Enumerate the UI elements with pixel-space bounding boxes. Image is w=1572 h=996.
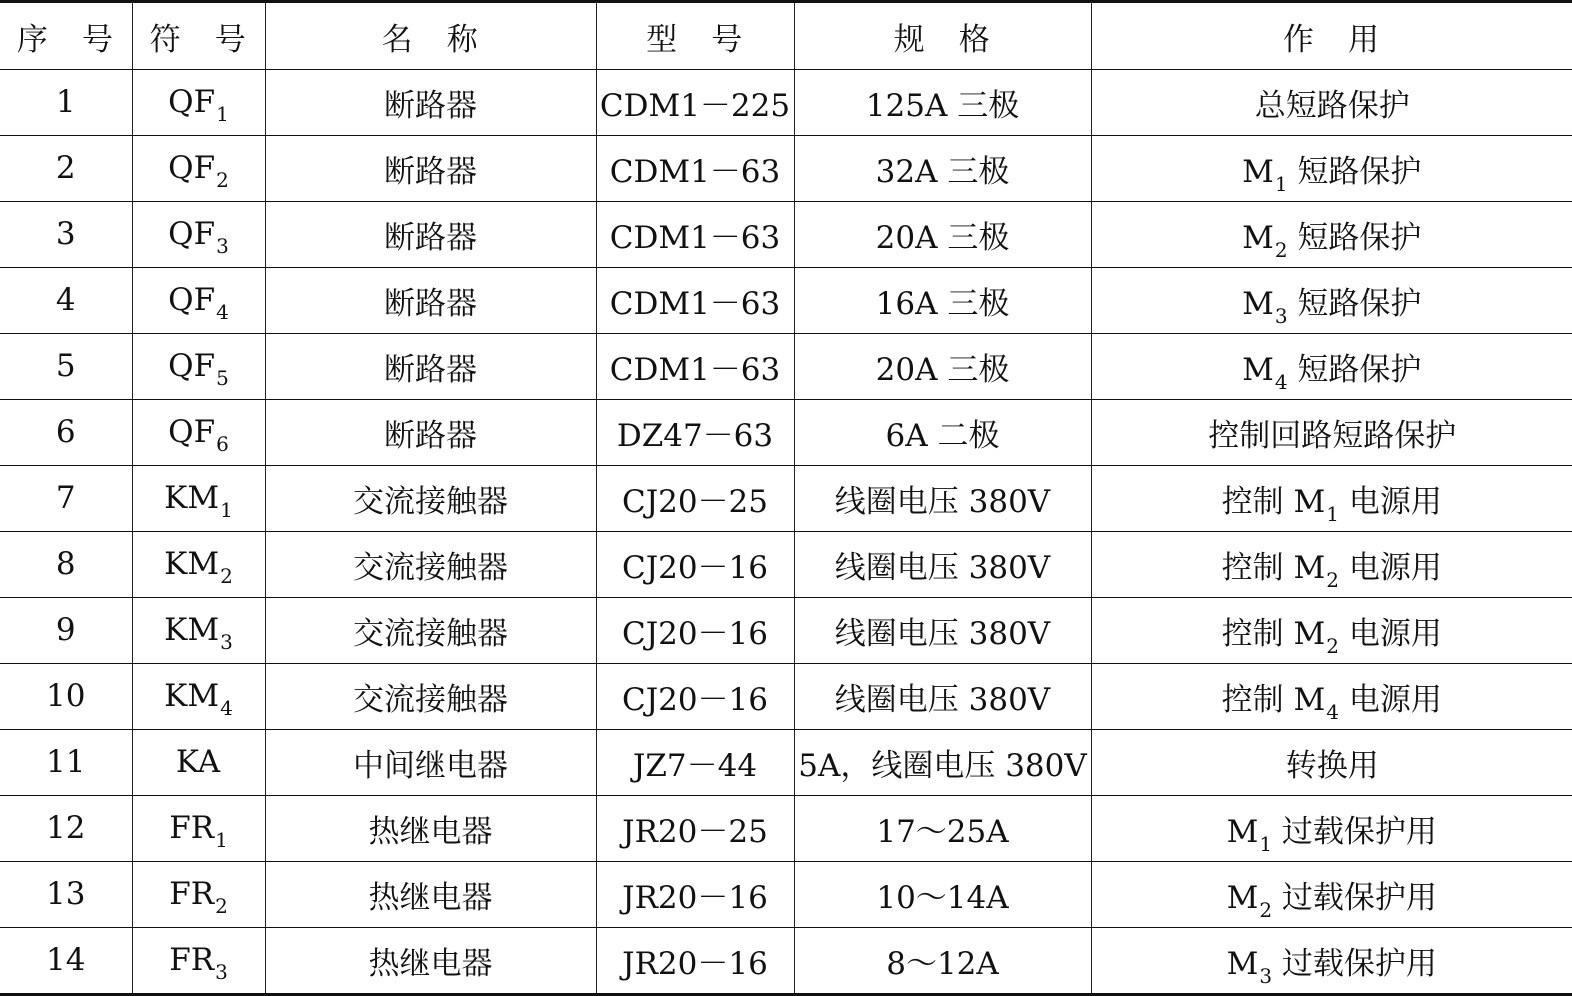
function-motor-subscript: 2 bbox=[1259, 897, 1273, 922]
function-motor: M bbox=[1226, 879, 1259, 916]
index-value: 8 bbox=[55, 546, 76, 583]
spec-value: 5A，线圈电压 380V bbox=[798, 747, 1087, 784]
function-suffix: 过载保护用 bbox=[1272, 813, 1437, 850]
function-motor: M bbox=[1293, 483, 1326, 520]
symbol-subscript: 6 bbox=[216, 432, 229, 457]
function-motor: M bbox=[1242, 285, 1274, 322]
name-value: 断路器 bbox=[384, 219, 477, 256]
cell-model bbox=[596, 465, 794, 531]
cell-index bbox=[0, 201, 132, 267]
name-value: 断路器 bbox=[384, 153, 477, 190]
function-suffix: 电源用 bbox=[1338, 483, 1442, 520]
function-motor: M bbox=[1242, 153, 1274, 190]
index-value: 11 bbox=[46, 744, 86, 781]
cell-name bbox=[265, 729, 596, 795]
cell-function bbox=[1091, 927, 1572, 994]
function-suffix: 短路保护 bbox=[1287, 285, 1422, 322]
cell-symbol bbox=[132, 465, 265, 531]
function-motor: M bbox=[1226, 945, 1259, 982]
symbol-base: QF bbox=[168, 348, 216, 385]
cell-spec bbox=[794, 201, 1091, 267]
table-row bbox=[0, 795, 1572, 861]
spec-value: 20A 三极 bbox=[875, 351, 1010, 388]
symbol-subscript: 2 bbox=[216, 168, 229, 193]
symbol-base: QF bbox=[168, 84, 216, 121]
function-motor: M bbox=[1293, 615, 1326, 652]
symbol-base: KM bbox=[164, 612, 220, 649]
function-motor: M bbox=[1242, 351, 1274, 388]
index-value: 6 bbox=[55, 414, 76, 451]
cell-name bbox=[265, 201, 596, 267]
cell-index bbox=[0, 927, 132, 994]
function-motor: M bbox=[1293, 681, 1326, 718]
function-suffix: 电源用 bbox=[1338, 549, 1442, 586]
function-motor-subscript: 4 bbox=[1274, 369, 1288, 394]
symbol-subscript: 3 bbox=[215, 960, 228, 985]
cell-model bbox=[596, 201, 794, 267]
cell-index bbox=[0, 795, 132, 861]
function-motor-subscript: 2 bbox=[1326, 567, 1339, 592]
function-motor-subscript: 4 bbox=[1326, 699, 1339, 724]
name-value: 断路器 bbox=[384, 285, 477, 322]
cell-model bbox=[596, 795, 794, 861]
name-value: 断路器 bbox=[384, 87, 477, 124]
function-prefix: 控制 bbox=[1221, 681, 1294, 718]
index-value: 3 bbox=[55, 216, 76, 253]
cell-spec bbox=[794, 399, 1091, 465]
index-value: 12 bbox=[46, 810, 86, 847]
cell-model bbox=[596, 597, 794, 663]
model-value: DZ47－63 bbox=[616, 417, 774, 454]
function-motor-subscript: 1 bbox=[1259, 831, 1273, 856]
table-body bbox=[0, 70, 1572, 995]
table-row bbox=[0, 399, 1572, 465]
spec-value: 125A 三极 bbox=[865, 87, 1020, 124]
cell-function bbox=[1091, 465, 1572, 531]
header-index: 序 号 bbox=[0, 2, 132, 70]
function-prefix: 控制 bbox=[1221, 549, 1294, 586]
cell-function bbox=[1091, 531, 1572, 597]
table-row bbox=[0, 663, 1572, 729]
symbol-subscript: 4 bbox=[220, 696, 233, 721]
header-model: 型 号 bbox=[596, 2, 794, 70]
symbol-base: QF bbox=[168, 150, 216, 187]
function-suffix: 控制回路短路保护 bbox=[1208, 417, 1457, 454]
symbol-base: QF bbox=[168, 282, 216, 319]
cell-index bbox=[0, 135, 132, 201]
cell-function bbox=[1091, 597, 1572, 663]
function-prefix: 控制 bbox=[1221, 615, 1294, 652]
model-value: CJ20－16 bbox=[621, 549, 769, 586]
function-motor-subscript: 2 bbox=[1326, 633, 1339, 658]
header-symbol: 符 号 bbox=[132, 2, 265, 70]
model-value: JR20－16 bbox=[622, 879, 768, 916]
table-row bbox=[0, 927, 1572, 994]
cell-symbol bbox=[132, 70, 265, 136]
model-value: CJ20－16 bbox=[621, 681, 769, 718]
index-value: 2 bbox=[55, 150, 76, 187]
header-row bbox=[0, 2, 1572, 70]
symbol-base: QF bbox=[168, 414, 216, 451]
cell-name bbox=[265, 70, 596, 136]
cell-model bbox=[596, 729, 794, 795]
name-value: 交流接触器 bbox=[353, 681, 508, 718]
symbol-base: KM bbox=[164, 546, 220, 583]
cell-model bbox=[596, 927, 794, 994]
cell-model bbox=[596, 861, 794, 927]
cell-spec bbox=[794, 861, 1091, 927]
index-value: 1 bbox=[55, 84, 76, 121]
cell-function bbox=[1091, 729, 1572, 795]
table-row bbox=[0, 267, 1572, 333]
cell-model bbox=[596, 333, 794, 399]
cell-spec bbox=[794, 729, 1091, 795]
cell-function bbox=[1091, 135, 1572, 201]
index-value: 10 bbox=[46, 678, 86, 715]
cell-index bbox=[0, 399, 132, 465]
index-value: 7 bbox=[55, 480, 76, 517]
cell-index bbox=[0, 531, 132, 597]
cell-name bbox=[265, 531, 596, 597]
spec-value: 16A 三极 bbox=[875, 285, 1010, 322]
function-motor: M bbox=[1293, 549, 1326, 586]
cell-symbol bbox=[132, 795, 265, 861]
spec-value: 6A 二极 bbox=[885, 417, 1000, 454]
symbol-base: KM bbox=[164, 678, 220, 715]
model-value: JR20－25 bbox=[622, 813, 768, 850]
cell-symbol bbox=[132, 201, 265, 267]
name-value: 中间继电器 bbox=[353, 747, 508, 784]
name-value: 交流接触器 bbox=[353, 483, 508, 520]
index-value: 9 bbox=[55, 612, 76, 649]
index-value: 13 bbox=[46, 876, 86, 913]
symbol-base: QF bbox=[168, 216, 216, 253]
cell-name bbox=[265, 597, 596, 663]
spec-value: 17～25A bbox=[876, 813, 1009, 850]
cell-spec bbox=[794, 465, 1091, 531]
cell-spec bbox=[794, 531, 1091, 597]
cell-model bbox=[596, 267, 794, 333]
spec-value: 20A 三极 bbox=[875, 219, 1010, 256]
cell-symbol bbox=[132, 927, 265, 994]
name-value: 交流接触器 bbox=[353, 549, 508, 586]
spec-value: 线圈电压 380V bbox=[834, 549, 1051, 586]
symbol-subscript: 1 bbox=[220, 498, 233, 523]
cell-name bbox=[265, 465, 596, 531]
symbol-subscript: 3 bbox=[220, 630, 233, 655]
function-suffix: 短路保护 bbox=[1287, 351, 1422, 388]
cell-model bbox=[596, 70, 794, 136]
function-motor-subscript: 2 bbox=[1274, 237, 1288, 262]
cell-spec bbox=[794, 70, 1091, 136]
symbol-subscript: 1 bbox=[216, 102, 229, 127]
name-value: 热继电器 bbox=[368, 945, 493, 982]
cell-name bbox=[265, 399, 596, 465]
spec-value: 线圈电压 380V bbox=[834, 615, 1051, 652]
cell-name bbox=[265, 927, 596, 994]
symbol-base: KA bbox=[175, 744, 221, 781]
function-motor-subscript: 3 bbox=[1259, 963, 1273, 988]
model-value: JR20－16 bbox=[622, 945, 768, 982]
spec-value: 线圈电压 380V bbox=[834, 483, 1051, 520]
function-suffix: 短路保护 bbox=[1287, 153, 1422, 190]
cell-name bbox=[265, 333, 596, 399]
function-motor-subscript: 1 bbox=[1326, 501, 1339, 526]
table-header bbox=[0, 2, 1572, 70]
table-row bbox=[0, 333, 1572, 399]
cell-model bbox=[596, 531, 794, 597]
table-row bbox=[0, 861, 1572, 927]
symbol-subscript: 5 bbox=[216, 366, 229, 391]
name-value: 断路器 bbox=[384, 417, 477, 454]
function-motor: M bbox=[1242, 219, 1274, 256]
function-suffix: 过载保护用 bbox=[1272, 879, 1437, 916]
model-value: CJ20－16 bbox=[621, 615, 769, 652]
header-spec: 规 格 bbox=[794, 2, 1091, 70]
cell-spec bbox=[794, 795, 1091, 861]
symbol-subscript: 1 bbox=[215, 828, 228, 853]
cell-function bbox=[1091, 70, 1572, 136]
cell-symbol bbox=[132, 531, 265, 597]
table-row bbox=[0, 70, 1572, 136]
cell-spec bbox=[794, 927, 1091, 994]
symbol-base: KM bbox=[164, 480, 220, 517]
cell-function bbox=[1091, 267, 1572, 333]
table-row bbox=[0, 465, 1572, 531]
function-suffix: 电源用 bbox=[1338, 615, 1442, 652]
cell-name bbox=[265, 795, 596, 861]
function-suffix: 过载保护用 bbox=[1272, 945, 1437, 982]
symbol-base: FR bbox=[169, 942, 215, 979]
symbol-subscript: 4 bbox=[216, 300, 229, 325]
symbol-subscript: 3 bbox=[216, 234, 229, 259]
cell-spec bbox=[794, 663, 1091, 729]
name-value: 热继电器 bbox=[368, 813, 493, 850]
cell-model bbox=[596, 135, 794, 201]
cell-function bbox=[1091, 795, 1572, 861]
cell-spec bbox=[794, 333, 1091, 399]
cell-name bbox=[265, 663, 596, 729]
cell-index bbox=[0, 729, 132, 795]
cell-model bbox=[596, 663, 794, 729]
function-prefix: 控制 bbox=[1221, 483, 1294, 520]
table-row bbox=[0, 201, 1572, 267]
cell-name bbox=[265, 135, 596, 201]
spec-value: 32A 三极 bbox=[875, 153, 1010, 190]
table-row bbox=[0, 729, 1572, 795]
cell-index bbox=[0, 663, 132, 729]
cell-function bbox=[1091, 333, 1572, 399]
symbol-base: FR bbox=[169, 876, 215, 913]
name-value: 断路器 bbox=[384, 351, 477, 388]
name-value: 热继电器 bbox=[368, 879, 493, 916]
function-suffix: 短路保护 bbox=[1287, 219, 1422, 256]
index-value: 4 bbox=[55, 282, 76, 319]
header-name: 名 称 bbox=[265, 2, 596, 70]
cell-symbol bbox=[132, 861, 265, 927]
model-value: CDM1－63 bbox=[609, 285, 781, 322]
cell-symbol bbox=[132, 333, 265, 399]
spec-value: 8～12A bbox=[886, 945, 999, 982]
cell-spec bbox=[794, 135, 1091, 201]
function-suffix: 电源用 bbox=[1338, 681, 1442, 718]
model-value: CJ20－25 bbox=[621, 483, 769, 520]
cell-function bbox=[1091, 861, 1572, 927]
symbol-subscript: 2 bbox=[215, 894, 228, 919]
function-motor: M bbox=[1226, 813, 1259, 850]
model-value: JZ7－44 bbox=[632, 747, 758, 784]
cell-index bbox=[0, 333, 132, 399]
cell-index bbox=[0, 267, 132, 333]
symbol-subscript: 2 bbox=[220, 564, 233, 589]
header-function: 作 用 bbox=[1091, 2, 1572, 70]
cell-model bbox=[596, 399, 794, 465]
cell-index bbox=[0, 70, 132, 136]
index-value: 14 bbox=[46, 942, 86, 979]
cell-index bbox=[0, 465, 132, 531]
cell-symbol bbox=[132, 597, 265, 663]
spec-value: 10～14A bbox=[876, 879, 1009, 916]
cell-symbol bbox=[132, 399, 265, 465]
name-value: 交流接触器 bbox=[353, 615, 508, 652]
index-value: 5 bbox=[55, 348, 76, 385]
model-value: CDM1－225 bbox=[599, 87, 791, 124]
function-suffix: 转换用 bbox=[1285, 747, 1379, 784]
cell-symbol bbox=[132, 663, 265, 729]
cell-function bbox=[1091, 201, 1572, 267]
cell-symbol bbox=[132, 729, 265, 795]
cell-spec bbox=[794, 267, 1091, 333]
model-value: CDM1－63 bbox=[609, 351, 781, 388]
spec-value: 线圈电压 380V bbox=[834, 681, 1051, 718]
model-value: CDM1－63 bbox=[609, 219, 781, 256]
function-suffix: 总短路保护 bbox=[1254, 87, 1410, 124]
model-value: CDM1－63 bbox=[609, 153, 781, 190]
cell-name bbox=[265, 861, 596, 927]
cell-name bbox=[265, 267, 596, 333]
cell-function bbox=[1091, 663, 1572, 729]
symbol-base: FR bbox=[169, 810, 215, 847]
cell-index bbox=[0, 597, 132, 663]
cell-function bbox=[1091, 399, 1572, 465]
cell-symbol bbox=[132, 267, 265, 333]
table-row bbox=[0, 135, 1572, 201]
cell-symbol bbox=[132, 135, 265, 201]
cell-index bbox=[0, 861, 132, 927]
function-motor-subscript: 3 bbox=[1274, 303, 1288, 328]
cell-spec bbox=[794, 597, 1091, 663]
table-row bbox=[0, 531, 1572, 597]
table-row bbox=[0, 597, 1572, 663]
function-motor-subscript: 1 bbox=[1274, 171, 1288, 196]
